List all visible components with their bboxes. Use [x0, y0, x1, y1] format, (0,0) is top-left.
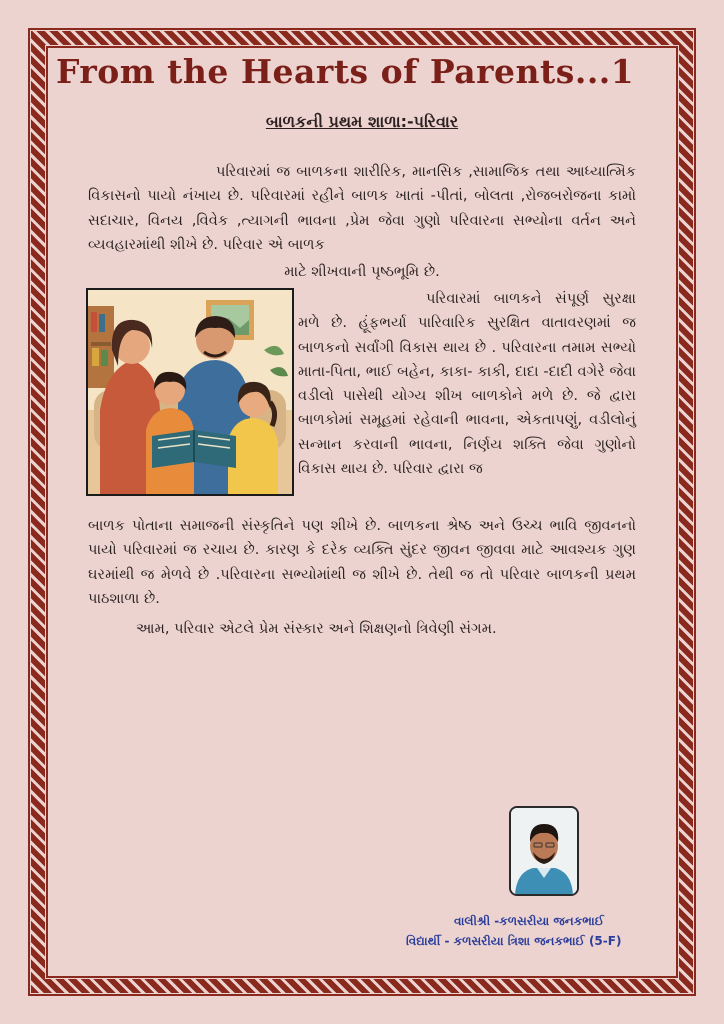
- student-photo: [509, 806, 579, 896]
- paragraph-1: [88, 160, 636, 257]
- paragraph-3: બાળક પોતાના સમાજની સંસ્કૃતિને પણ શીખે છે. બાળકના શ્રેષ્ઠ અને ઉચ્ચ ભાવિ જીવનનો પાયો પરિવારમાં જ રચાય છે. કારણ કે દરેક વ્યક્તિ સુંદર જીવન જીવવા માટે આવશ્યક ગુણ ઘરમાંથી જ મેળવે છે .પરિવારના સભ્યોમાંથી જ શીખે છે. તેથી જ તો પરિવાર બાળકની પ્રથમ પાઠશાળા છે.: [88, 517, 636, 607]
- guardian-caption: વાલીશ્રી -કળસરીયા જનકભાઈ: [454, 914, 604, 928]
- student-caption: વિદ્યાર્થી - કળસરીયા ત્રિશા જનકભાઈ (5-F): [406, 934, 622, 948]
- paragraph-4-conclusion: આમ, પરિવાર એટલે પ્રેમ સંસ્કાર અને શિક્ષણનો ત્રિવેણી સંગમ.: [136, 620, 497, 637]
- page-title: From the Hearts of Parents...1: [56, 52, 635, 91]
- paragraph-1-text: પરિવારમાં જ બાળકના શારીરિક, માનસિક ,સામાજિક તથા આધ્યાત્મિક વિકાસનો પાયો નંખાય છે. પરિવારમાં રહીને બાળક ખાતાં -પીતાં, બોલતા ,રોજબરોજના કામો સદાચાર, વિનય ,વિવેક ,ત્યાગની ભાવના ,પ્રેમ જેવા ગુણો પરિવારના સભ્યોના વર્તન અને વ્યવહારમાંથી શીખે છે. પરિવાર એ બાળક: [88, 163, 636, 253]
- paragraph-1-last-line: માટે શીખવાની પૃષ્ઠભૂમિ છે.: [284, 263, 440, 280]
- family-illustration: [86, 288, 294, 496]
- portrait-image: [511, 808, 577, 894]
- article-heading-text: બાળકની પ્રથમ શાળા:-પરિવાર: [265, 112, 459, 131]
- paragraph-2-text: પરિવારમાં બાળકને સંપૂર્ણ સુરક્ષા મળે છે. હૂંફભર્યા પારિવારિક સુરક્ષિત વાતાવરણમાં જ બાળકનો સર્વાંગી વિકાસ થાય છે . પરિવારના તમામ સભ્યો માતા-પિતા, ભાઈ બહેન, કાકા- કાકી, દાદા -દાદી વગેરે જેવા વડીલો પાસેથી યોગ્ય શીખ બાળકોને મળે છે. જે દ્વારા બાળકોમાં સમૂહમાં રહેવાની ભાવના, એકતાપણું, વડીલોનું સન્માન કરવાની ભાવના, નિર્ણય શક્તિ જેવા ગુણોનો વિકાસ થાય છે. પરિવાર દ્વારા જ: [298, 290, 636, 478]
- family-reading-image: [88, 290, 292, 494]
- paragraph-2: [298, 287, 636, 481]
- article-heading: [0, 112, 724, 132]
